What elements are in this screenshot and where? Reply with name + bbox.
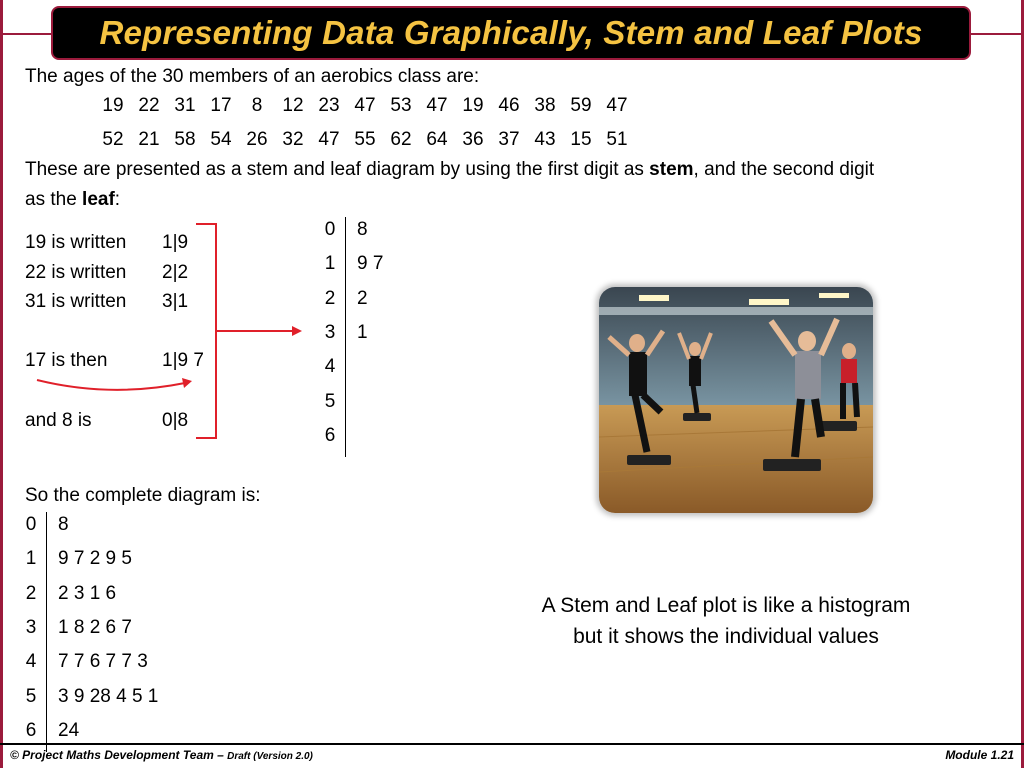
- stem-value: 3: [324, 321, 336, 343]
- age-value: 58: [174, 129, 196, 150]
- stem-value: 0: [324, 219, 336, 240]
- slide-title: Representing Data Graphically, Stem and Leaf Plots: [99, 14, 923, 51]
- stem-value: 2: [324, 287, 336, 309]
- footer-credit-main: © Project Maths Development Team –: [10, 748, 228, 762]
- curved-arrow-head-icon: [182, 378, 192, 388]
- footer-credit: [10, 748, 313, 762]
- age-value: 23: [318, 95, 340, 116]
- curved-arrow: [37, 380, 185, 390]
- age-value: 12: [282, 95, 304, 116]
- stem-value: 6: [324, 424, 336, 446]
- age-value: 55: [354, 129, 376, 150]
- leaf-values: 7 7 6 7 7 3: [58, 651, 148, 673]
- explanation-text: as the: [25, 189, 83, 210]
- example-code: 3|1: [162, 291, 189, 312]
- leaf-values: 9 7: [357, 253, 384, 275]
- stem-value: 4: [324, 356, 336, 378]
- explanation-text: , and the second digit: [693, 159, 875, 180]
- age-value: 54: [210, 129, 232, 150]
- age-value: 38: [534, 95, 556, 116]
- leaf-values: 2: [357, 287, 368, 309]
- age-value: 22: [138, 95, 160, 116]
- intro-text: The ages of the 30 members of an aerobics class are:: [25, 66, 480, 87]
- stem-value: 4: [25, 651, 37, 673]
- stem-value: 5: [25, 685, 37, 707]
- age-value: 62: [390, 129, 412, 150]
- age-value: 19: [102, 95, 124, 116]
- leaf-values: 24: [58, 719, 80, 741]
- example-code: 2|2: [162, 262, 189, 283]
- age-value: 47: [426, 95, 448, 116]
- age-value: 53: [390, 95, 412, 116]
- example-code: 1|9 7: [162, 350, 204, 371]
- leaf-values: 3 9 28 4 5 1: [58, 685, 159, 707]
- arrow-head-icon: [292, 326, 302, 336]
- stem-value: 1: [324, 253, 336, 275]
- age-value: 52: [102, 129, 124, 150]
- stem-value: 3: [25, 616, 37, 638]
- age-value: 15: [570, 129, 592, 150]
- age-value: 47: [354, 95, 376, 116]
- stem-word: stem: [649, 159, 694, 180]
- age-value: 36: [462, 129, 484, 150]
- stem-value: 5: [324, 390, 336, 412]
- age-value: 59: [570, 95, 592, 116]
- complete-diagram-label: So the complete diagram is:: [25, 485, 261, 506]
- age-value: 31: [174, 95, 196, 116]
- leaf-values: 1: [357, 321, 368, 343]
- leaf-values: 8: [58, 514, 69, 535]
- stem-value: 6: [25, 719, 37, 741]
- bracket: [196, 224, 216, 438]
- example-code: 0|8: [162, 410, 189, 431]
- age-value: 43: [534, 129, 556, 150]
- caption-line-1: A Stem and Leaf plot is like a histogram: [541, 594, 911, 617]
- leaf-word: leaf: [82, 189, 115, 210]
- stem-value: 2: [25, 582, 37, 604]
- leaf-values: 8: [357, 219, 368, 240]
- explanation-text: These are presented as a stem and leaf diagram by using the first digit as: [25, 159, 650, 180]
- caption: [500, 590, 952, 652]
- stem-divider: [46, 512, 47, 752]
- aerobics-class-photo: [599, 287, 873, 513]
- age-value: 46: [498, 95, 520, 116]
- example-label: and 8 is: [25, 410, 92, 431]
- stem-value: 1: [25, 548, 37, 570]
- age-value: 37: [498, 129, 520, 150]
- age-value: 32: [282, 129, 304, 150]
- age-value: 47: [318, 129, 340, 150]
- stem-value: 0: [25, 514, 37, 535]
- age-value: 21: [138, 129, 160, 150]
- leaf-values: 2 3 1 6: [58, 582, 117, 604]
- age-value: 17: [210, 95, 232, 116]
- example-label: 31 is written: [25, 291, 127, 312]
- caption-line-2: but it shows the individual values: [573, 625, 879, 648]
- footer-divider: [0, 743, 1024, 745]
- age-value: 47: [606, 95, 628, 116]
- example-label: 19 is written: [25, 232, 127, 253]
- footer-module: Module 1.21: [945, 748, 1014, 762]
- leaf-values: 1 8 2 6 7: [58, 616, 132, 638]
- example-code: 1|9: [162, 232, 189, 253]
- age-value: 19: [462, 95, 484, 116]
- example-label: 22 is written: [25, 262, 127, 283]
- explanation-text: :: [114, 189, 121, 210]
- age-value: 51: [606, 129, 628, 150]
- age-value: 8: [251, 95, 263, 116]
- stem-divider: [345, 217, 346, 457]
- age-value: 26: [246, 129, 268, 150]
- age-value: 64: [426, 129, 448, 150]
- footer-credit-version: Draft (Version 2.0): [227, 751, 313, 762]
- leaf-values: 9 7 2 9 5: [58, 548, 132, 570]
- example-label: 17 is then: [25, 350, 108, 371]
